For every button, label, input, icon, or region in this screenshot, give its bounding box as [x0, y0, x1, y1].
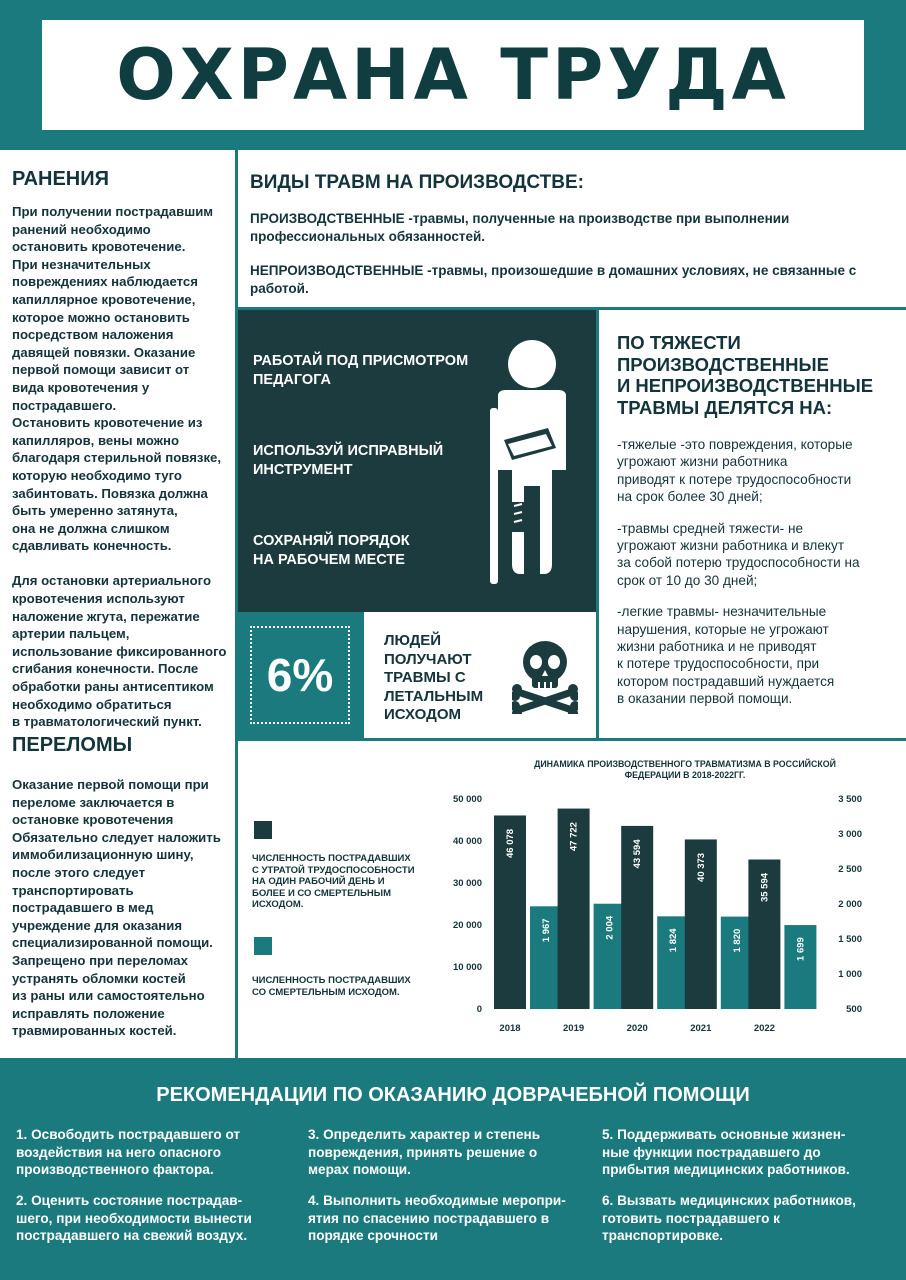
left-axis-tick-label: 50 000 [452, 794, 482, 805]
severity-item: -тяжелые -это повреждения, которые угрожают жизни работника приводят к потере трудоспособности на срок более 30 дней; [617, 437, 853, 505]
recommendation-item: 5. Поддерживать основные жизнен- ные функции пострадавшего до прибытия медицинских работников. [602, 1127, 850, 1177]
wounds-text: При получении пострадавшим ранений необходимо остановить кровотечение. При незначительных повреждениях наблюдается капиллярное кровотечение, которое можно остановить посредством наложения давящей повязки. Оказание первой помощи зависит от вида кровотечения у пострадавшего. Остановить кровотечение из капилляров, вены можно благодаря стерильной повязке, которую необходимо туго забинтовать. Повязка должна быть умеренно затянута, она не должна слишком сдавливать конечность. Для остановки артериального кровотечения используют наложение жгута, пережатие артерии пальцем, использование фиксированного сгибания конечности. После обработки раны антисептиком необходимо обратиться в травматологический пункт. [12, 204, 227, 730]
percent-value: 6% [266, 649, 334, 701]
legend-swatch-total [254, 821, 272, 839]
industrial-definition: ПРОИЗВОДСТВЕННЫЕ -травмы, полученные на производстве при выполнении профессиональных обязанностей. [250, 211, 790, 244]
left-axis-tick-label: 30 000 [452, 878, 482, 889]
severity-item: -травмы средней тяжести- не угрожают жизни работника и влекут за собой потерю трудоспособности на срок от 10 до 30 дней; [617, 520, 860, 588]
wounds-title: РАНЕНИЯ [12, 168, 110, 190]
chart-title: ДИНАМИКА ПРОИЗВОДСТВЕННОГО ТРАВМАТИЗМА В РОССИЙСКОЙ ФЕДЕРАЦИИ В 2018-2022ГГ. [534, 759, 836, 780]
data-label-total: 43 594 [632, 839, 644, 869]
injury-types-title: ВИДЫ ТРАВМ НА ПРОИЗВОДСТВЕ: [250, 172, 584, 193]
category-label: 2020 [626, 1023, 648, 1034]
right-axis-tick-label: 2 500 [838, 864, 862, 875]
percent-frame [250, 626, 350, 724]
data-label-total: 46 078 [505, 828, 516, 859]
injured-person-icon [482, 336, 582, 584]
safety-rule: ИСПОЛЬЗУЙ ИСПРАВНЫЙ ИНСТРУМЕНТ [253, 443, 444, 478]
data-label-fatal: 1 699 [795, 937, 807, 961]
severity-section [596, 310, 906, 738]
severity-title: ПО ТЯЖЕСТИ ПРОИЗВОДСТВЕННЫЕ И НЕПРОИЗВОДСТВЕННЫЕ ТРАВМЫ ДЕЛЯТСЯ НА: [617, 332, 874, 418]
left-axis-tick-label: 10 000 [452, 962, 482, 973]
percent-box [238, 612, 364, 738]
right-axis-tick-label: 3 000 [838, 829, 862, 840]
legend-label-fatal: ЧИСЛЕННОСТЬ ПОСТРАДАВШИХ СО СМЕРТЕЛЬНЫМ ИСХОДОМ. [252, 975, 411, 998]
recommendations-section [0, 1058, 906, 1280]
left-axis-tick-label: 20 000 [452, 920, 482, 931]
page-title: ОХРАНА ТРУДА [116, 34, 790, 116]
fractures-text: Оказание первой помощи при переломе заключается в остановке кровотечения Обязательно следует наложить иммобилизационную шину, после этого следует транспортировать пострадавшего в мед учреждение для оказания специализированной помощи. Запрещено при переломах устранять обломки костей из раны или самостоятельно исправлять положение травмированных костей. [12, 777, 221, 1039]
fractures-title: ПЕРЕЛОМЫ [12, 734, 133, 756]
fatality-text: ЛЮДЕЙ ПОЛУЧАЮТ ТРАВМЫ С ЛЕТАЛЬНЫМ ИСХОДОМ [384, 632, 484, 723]
data-label-fatal: 2 004 [604, 915, 616, 940]
safety-rule: СОХРАНЯЙ ПОРЯДОК НА РАБОЧЕМ МЕСТЕ [253, 533, 410, 568]
category-label: 2022 [753, 1023, 775, 1034]
safety-rule: РАБОТАЙ ПОД ПРИСМОТРОМ ПЕДАГОГА [253, 353, 469, 388]
left-axis-tick-label: 0 [476, 1004, 482, 1015]
bar-chart [438, 789, 868, 1049]
recommendations-title: РЕКОМЕНДАЦИИ ПО ОКАЗАНИЮ ДОВРАЧЕБНОЙ ПОМОЩИ [156, 1084, 750, 1106]
category-label: 2019 [563, 1023, 585, 1034]
safety-rules-panel [238, 310, 596, 612]
data-label-total: 35 594 [759, 872, 771, 903]
data-label-fatal: 1 967 [541, 918, 552, 943]
right-axis-tick-label: 500 [846, 1004, 862, 1015]
right-axis-tick-label: 1 000 [838, 969, 862, 980]
skull-crossbones-icon [512, 638, 578, 714]
fatality-stat [238, 612, 596, 738]
data-label-fatal: 1 824 [668, 928, 680, 953]
right-axis-tick-label: 1 500 [838, 934, 862, 945]
legend-swatch-fatal [254, 937, 272, 955]
main-content [0, 150, 906, 1058]
data-label-total: 47 722 [568, 822, 580, 852]
recommendation-item: 6. Вызвать медицинских работников, готовить пострадавшего к транспортировке. [602, 1193, 856, 1243]
severity-item: -легкие травмы- незначительные нарушения, которые не угрожают жизни работника и не приводят к потере трудоспособности, при котором пострадавший нуждается в оказании первой помощи. [617, 604, 835, 707]
injury-types-section [238, 150, 906, 310]
header-bar [0, 0, 906, 150]
recommendation-item: 1. Освободить пострадавшего от воздействия на него опасного производственного фактора. [16, 1127, 241, 1177]
recommendation-item: 2. Оценить состояние пострадав- шего, при необходимости вынести пострадавшего на свежий воздух. [16, 1193, 252, 1243]
data-label-fatal: 1 820 [731, 928, 743, 953]
recommendation-item: 3. Определить характер и степень повреждения, принять решение о мерах помощи. [308, 1127, 541, 1177]
legend-label-total: ЧИСЛЕННОСТЬ ПОСТРАДАВШИХ С УТРАТОЙ ТРУДОСПОСОБНОСТИ НА ОДИН РАБОЧИЙ ДЕНЬ И БОЛЕЕ И СО СМЕРТЕЛЬНЫМ ИСХОДОМ. [252, 853, 415, 910]
non-industrial-definition: НЕПРОИЗВОДСТВЕННЫЕ -травмы, произошедшие в домашних условиях, не связанные с работой. [250, 263, 857, 296]
category-label: 2021 [690, 1023, 712, 1034]
recommendation-item: 4. Выполнить необходимые меропри- ятия по спасению пострадавшего в порядке срочности [308, 1193, 566, 1243]
left-axis-tick-label: 40 000 [452, 836, 482, 847]
data-label-total: 40 373 [695, 852, 707, 882]
title-box [42, 20, 864, 130]
right-axis-tick-label: 3 500 [838, 794, 862, 805]
category-label: 2018 [499, 1023, 521, 1034]
chart-section [238, 738, 906, 1058]
right-axis-tick-label: 2 000 [838, 899, 862, 910]
